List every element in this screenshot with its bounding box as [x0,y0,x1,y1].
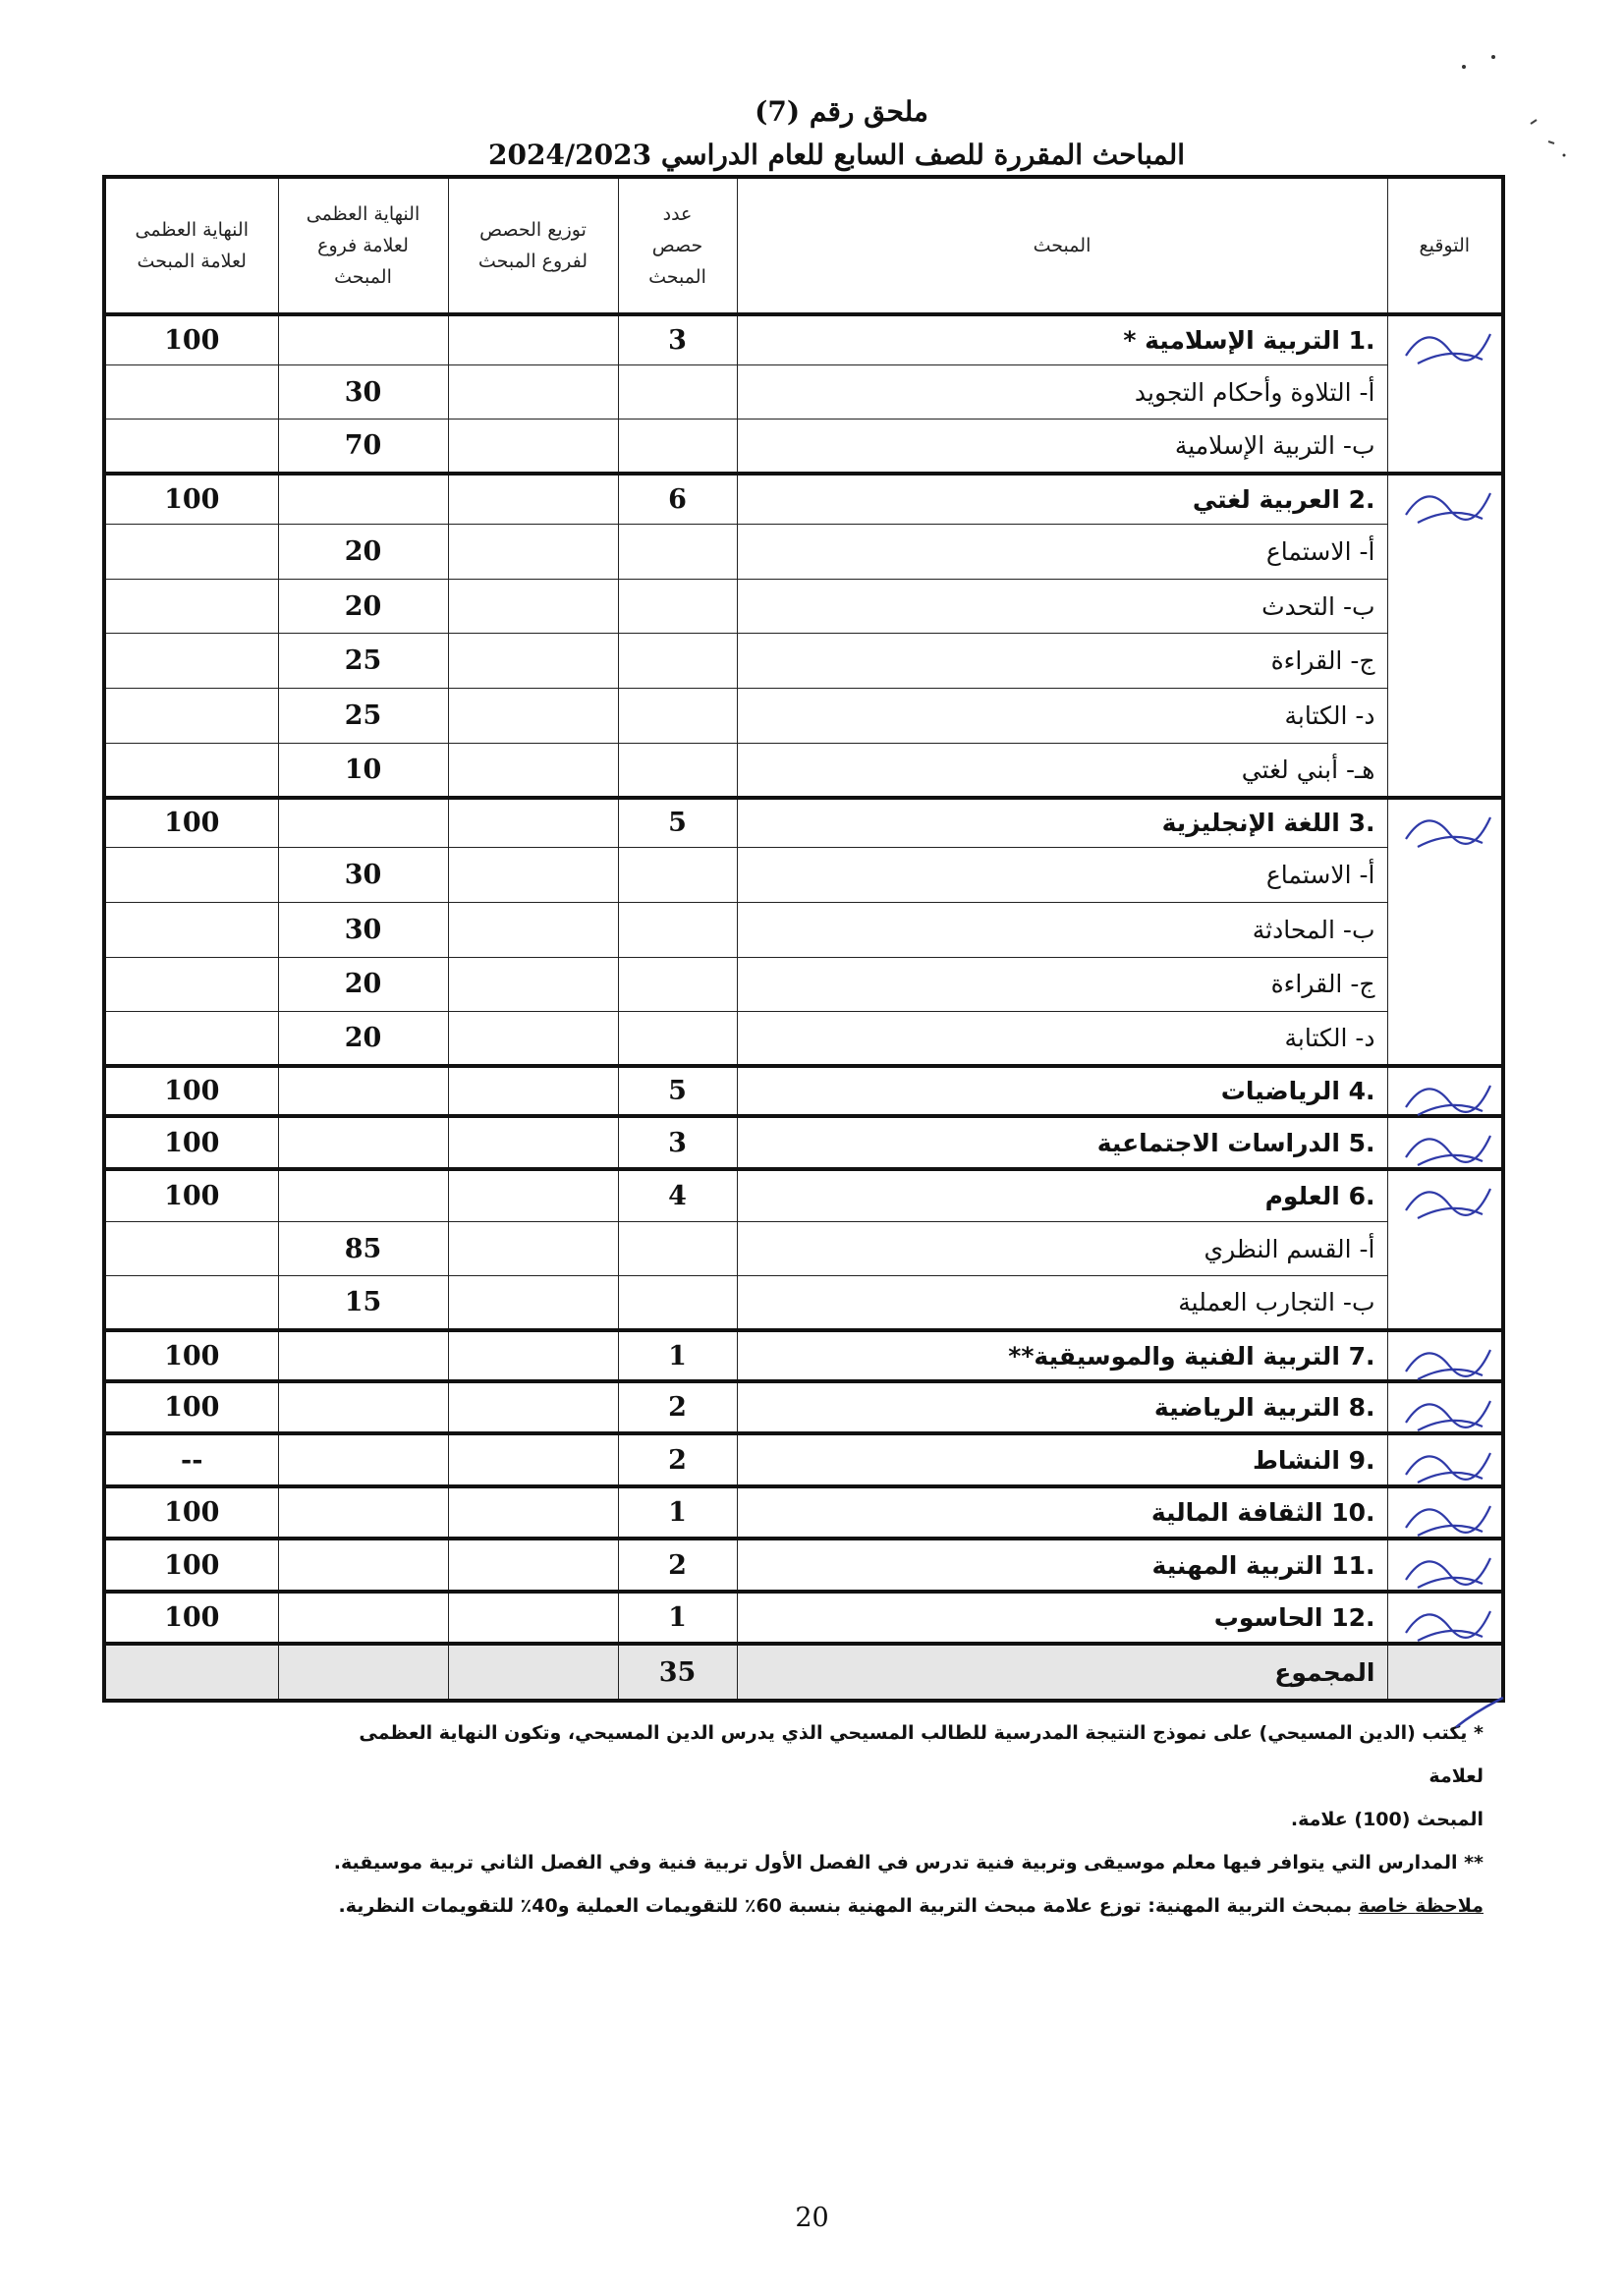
periods-cell [618,902,737,957]
check-mark-icon [1452,1692,1511,1731]
branch-max-cell: 20 [278,957,448,1012]
total-dist-cell [448,1644,618,1701]
max-cell [104,525,278,580]
subject-row [104,1066,1503,1116]
branch-max-cell [278,1116,448,1168]
max-cell: 100 [104,798,278,848]
dist-cell [448,1433,618,1485]
max-cell: 100 [104,1539,278,1591]
max-cell [104,743,278,798]
subject-cell: هـ- أبني لغتي [737,743,1387,798]
periods-cell [618,1221,737,1276]
page-number: 20 [795,2203,829,2233]
max-cell: 100 [104,1330,278,1380]
signature-cell [1387,1539,1503,1591]
subject-cell: ب- التربية الإسلامية [737,420,1387,475]
dist-cell [448,364,618,420]
dist-cell [448,1381,618,1433]
branch-max-cell: 20 [278,1012,448,1067]
header-subject: المبحث [737,177,1387,314]
max-cell: 100 [104,1066,278,1116]
periods-cell [618,957,737,1012]
total-label: المجموع [737,1644,1387,1701]
periods-cell: 1 [618,1330,737,1380]
dist-cell [448,688,618,743]
signature-cell [1387,1116,1503,1168]
header-periods: عدد حصص المبحث [618,177,737,314]
max-cell: 100 [104,1116,278,1168]
periods-cell [618,1012,737,1067]
branch-row [104,848,1503,903]
signature-icon [1388,316,1504,375]
periods-cell: 3 [618,1116,737,1168]
footnotes [324,1711,1484,1928]
dist-cell [448,743,618,798]
branch-max-cell [278,1169,448,1221]
periods-cell: 1 [618,1486,737,1539]
periods-cell: 2 [618,1433,737,1485]
dist-cell [448,474,618,524]
signature-cell [1387,1066,1503,1116]
branch-row [104,688,1503,743]
dist-cell [448,314,618,364]
header-subject-max: النهاية العظمى لعلامة المبحث [104,177,278,314]
subject-row [104,1330,1503,1380]
subject-cell: ج- القراءة [737,634,1387,689]
branch-row [104,579,1503,634]
signature-cell [1387,1381,1503,1433]
max-cell [104,1221,278,1276]
dist-cell [448,1169,618,1221]
subject-cell: .1 التربية الإسلامية * [737,314,1387,364]
subject-row [104,1169,1503,1221]
signature-cell [1387,1592,1503,1644]
periods-cell: 6 [618,474,737,524]
subject-cell: .7 التربية الفنية والموسيقية** [737,1330,1387,1380]
branch-max-cell: 25 [278,688,448,743]
subject-row [104,1116,1503,1168]
branch-max-cell: 30 [278,848,448,903]
branch-max-cell [278,1433,448,1485]
signature-icon [1388,476,1504,534]
branch-max-cell: 70 [278,420,448,475]
table-body [104,314,1503,1701]
dist-cell [448,848,618,903]
total-max-cell [104,1644,278,1701]
periods-cell [618,743,737,798]
periods-cell [618,688,737,743]
signature-cell [1387,1433,1503,1485]
max-cell: 100 [104,1486,278,1539]
branch-row [104,1012,1503,1067]
branch-max-cell: 25 [278,634,448,689]
subject-cell: أ- الاستماع [737,525,1387,580]
dist-cell [448,1592,618,1644]
dist-cell [448,579,618,634]
subject-cell: .6 العلوم [737,1169,1387,1221]
document-header [0,90,1624,177]
periods-cell: 2 [618,1381,737,1433]
branch-max-cell [278,314,448,364]
document-subtitle: المباحث المقررة للصف السابع للعام الدراسي 2024/2023 [487,139,1186,171]
branch-max-cell [278,1381,448,1433]
subject-cell: أ- التلاوة وأحكام التجويد [737,364,1387,420]
dist-cell [448,634,618,689]
subject-cell: .2 العربية لغتي [737,474,1387,524]
periods-cell [618,634,737,689]
branch-row [104,743,1503,798]
max-cell: 100 [104,1592,278,1644]
periods-cell [618,848,737,903]
subject-row [104,1433,1503,1485]
dist-cell [448,420,618,475]
dist-cell [448,902,618,957]
dist-cell [448,1221,618,1276]
footnote-vocational: ملاحظة خاصة بمبحث التربية المهنية: توزع علامة مبحث التربية المهنية بنسبة 60٪ للتقويمات العملية و40٪ للتقويمات النظرية. [338,1895,1484,1917]
subject-cell: ب- المحادثة [737,902,1387,957]
dist-cell [448,1486,618,1539]
signature-cell [1387,474,1503,797]
annex-title: ملحق رقم (7) [755,95,928,128]
subject-cell: د- الكتابة [737,688,1387,743]
subject-cell: ج- القراءة [737,957,1387,1012]
periods-cell: 5 [618,798,737,848]
max-cell [104,902,278,957]
branch-row [104,1276,1503,1331]
subject-cell: .11 التربية المهنية [737,1539,1387,1591]
subject-cell: .9 النشاط [737,1433,1387,1485]
subject-row [104,1381,1503,1433]
branch-max-cell: 20 [278,525,448,580]
branch-max-cell: 85 [278,1221,448,1276]
subject-cell: ب- التحدث [737,579,1387,634]
scan-specks [1454,39,1592,177]
branch-row [104,957,1503,1012]
signature-cell [1387,1169,1503,1331]
dist-cell [448,525,618,580]
footnote-art-music: ** المدارس التي يتوافر فيها معلم موسيقى وتربية فنية تدرس في الفصل الأول تربية فنية وفي الفصل الثاني تربية موسيقية. [333,1852,1484,1874]
signature-cell [1387,798,1503,1067]
periods-cell [618,364,737,420]
branch-row [104,902,1503,957]
dist-cell [448,1066,618,1116]
branch-max-cell [278,1592,448,1644]
periods-cell: 5 [618,1066,737,1116]
max-cell: 100 [104,474,278,524]
subject-cell: أ- القسم النظري [737,1221,1387,1276]
max-cell [104,364,278,420]
periods-cell: 1 [618,1592,737,1644]
subject-cell: .5 الدراسات الاجتماعية [737,1116,1387,1168]
header-signature: التوقيع [1387,177,1503,314]
signature-cell [1387,1486,1503,1539]
table-header-row [104,177,1503,314]
branch-row [104,364,1503,420]
dist-cell [448,798,618,848]
subject-row [104,1486,1503,1539]
dist-cell [448,1539,618,1591]
max-cell [104,634,278,689]
branch-max-cell [278,1330,448,1380]
max-cell [104,848,278,903]
dist-cell [448,957,618,1012]
periods-cell [618,525,737,580]
subject-cell: .12 الحاسوب [737,1592,1387,1644]
signature-cell [1387,314,1503,474]
branch-row [104,525,1503,580]
subject-cell: ب- التجارب العملية [737,1276,1387,1331]
max-cell [104,579,278,634]
periods-cell [618,420,737,475]
dist-cell [448,1012,618,1067]
total-periods: 35 [618,1644,737,1701]
subject-cell: .3 اللغة الإنجليزية [737,798,1387,848]
footnote-christian-religion: * يكتب (الدين المسيحي) على نموذج النتيجة المدرسية للطالب المسيحي الذي يدرس الدين المسيحي، وتكون النهاية العظمى لعلامة المبحث (100) علامة. [359,1722,1484,1830]
max-cell: 100 [104,1169,278,1221]
subject-row [104,474,1503,524]
total-row [104,1644,1503,1701]
subject-cell: .10 الثقافة المالية [737,1486,1387,1539]
max-cell [104,1276,278,1331]
max-cell: -- [104,1433,278,1485]
subject-row [104,1539,1503,1591]
max-cell: 100 [104,1381,278,1433]
branch-max-cell: 15 [278,1276,448,1331]
periods-cell: 2 [618,1539,737,1591]
branch-max-cell: 30 [278,364,448,420]
branch-row [104,634,1503,689]
branch-max-cell: 20 [278,579,448,634]
max-cell [104,1012,278,1067]
header-period-distribution: توزيع الحصص لفروع المبحث [448,177,618,314]
header-branch-max: النهاية العظمى لعلامة فروع المبحث [278,177,448,314]
max-cell [104,688,278,743]
subject-cell: د- الكتابة [737,1012,1387,1067]
periods-cell: 4 [618,1169,737,1221]
periods-cell [618,579,737,634]
subject-row [104,1592,1503,1644]
dist-cell [448,1116,618,1168]
branch-row [104,1221,1503,1276]
signature-icon [1388,1171,1504,1230]
subject-cell: .4 الرياضيات [737,1066,1387,1116]
dist-cell [448,1330,618,1380]
signature-icon [1388,800,1504,859]
periods-cell [618,1276,737,1331]
subjects-table [102,175,1505,1703]
subject-row [104,798,1503,848]
branch-max-cell [278,474,448,524]
dist-cell [448,1276,618,1331]
branch-max-cell [278,1066,448,1116]
branch-max-cell: 10 [278,743,448,798]
max-cell: 100 [104,314,278,364]
signature-icon [1388,1594,1504,1652]
subject-cell: أ- الاستماع [737,848,1387,903]
max-cell [104,420,278,475]
branch-max-cell [278,1539,448,1591]
branch-max-cell: 30 [278,902,448,957]
subject-row [104,314,1503,364]
branch-row [104,420,1503,475]
signature-cell [1387,1330,1503,1380]
max-cell [104,957,278,1012]
branch-max-cell [278,798,448,848]
branch-max-cell [278,1486,448,1539]
total-branch-cell [278,1644,448,1701]
subject-cell: .8 التربية الرياضية [737,1381,1387,1433]
periods-cell: 3 [618,314,737,364]
